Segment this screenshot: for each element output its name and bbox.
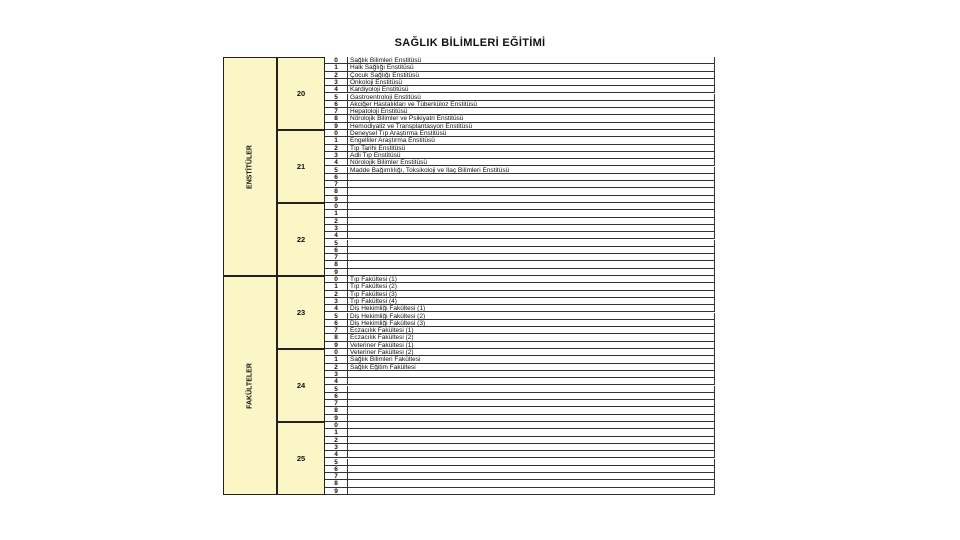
row-description (347, 218, 715, 225)
row-description: Veteriner Fakültesi (1) (347, 342, 715, 349)
row-description (347, 386, 715, 393)
row-description: Sağlık Bilimleri Fakültesi (347, 356, 715, 363)
row-description: Madde Bağımlılığı, Toksikoloji ve İlaç Bilimleri Enstitüsü (347, 167, 715, 174)
row-digit: 1 (325, 137, 347, 144)
row-description (347, 225, 715, 232)
row-digit: 6 (325, 101, 347, 108)
row-description (347, 480, 715, 487)
row-digit: 2 (325, 364, 347, 371)
row-description: Tıp Fakültesi (4) (347, 298, 715, 305)
row-digit: 8 (325, 188, 347, 195)
row-digit: 3 (325, 152, 347, 159)
row-digit: 1 (325, 210, 347, 217)
row-digit: 4 (325, 159, 347, 166)
row-digit: 1 (325, 356, 347, 363)
group-code-cell: 23 (277, 276, 325, 349)
row-description (347, 371, 715, 378)
row-description: Hemodiyaliz ve Transplantasyon Enstitüsü (347, 123, 715, 130)
row-digit: 4 (325, 378, 347, 385)
row-description: Diş Hekimliği Fakültesi (3) (347, 320, 715, 327)
row-description: Diş Hekimliği Fakültesi (2) (347, 313, 715, 320)
row-digit: 7 (325, 181, 347, 188)
row-digit: 3 (325, 225, 347, 232)
row-digit: 5 (325, 386, 347, 393)
row-digit: 7 (325, 473, 347, 480)
category-label: ENSTİTÜLER (246, 144, 254, 189)
row-description (347, 210, 715, 217)
row-digit: 8 (325, 261, 347, 268)
row-description: Adli Tıp Enstitüsü (347, 152, 715, 159)
row-description (347, 254, 715, 261)
row-digit: 1 (325, 429, 347, 436)
row-description (347, 378, 715, 385)
row-digit: 2 (325, 437, 347, 444)
group-code-cell: 20 (277, 57, 325, 130)
row-digit: 9 (325, 415, 347, 422)
row-description (347, 247, 715, 254)
row-description: Kardiyoloji Enstitüsü (347, 86, 715, 93)
row-digit: 6 (325, 174, 347, 181)
group-code-cell: 25 (277, 422, 325, 495)
row-digit: 6 (325, 393, 347, 400)
category-label: FAKÜLTELER (246, 362, 254, 409)
row-description (347, 444, 715, 451)
row-digit: 9 (325, 269, 347, 276)
row-description (347, 422, 715, 429)
group-code-cell: 21 (277, 130, 325, 203)
row-description: Engelliler Araştırma Enstitüsü (347, 137, 715, 144)
row-description (347, 451, 715, 458)
row-description (347, 196, 715, 203)
row-digit: 0 (325, 203, 347, 210)
row-description: Deneysel Tıp Araştırma Enstitüsü (347, 130, 715, 137)
row-description (347, 181, 715, 188)
row-digit: 6 (325, 247, 347, 254)
row-digit: 9 (325, 342, 347, 349)
row-description (347, 415, 715, 422)
row-digit: 8 (325, 480, 347, 487)
row-description: Nörolojik Bilimler Enstitüsü (347, 159, 715, 166)
row-digit: 7 (325, 254, 347, 261)
row-description: Eczacılık Fakültesi (2) (347, 334, 715, 341)
row-digit: 5 (325, 94, 347, 101)
row-digit: 3 (325, 371, 347, 378)
row-description (347, 188, 715, 195)
row-digit: 0 (325, 276, 347, 283)
row-description: Diş Hekimliği Fakültesi (1) (347, 305, 715, 312)
row-description: Hepatoloji Enstitüsü (347, 108, 715, 115)
row-digit: 0 (325, 349, 347, 356)
row-description (347, 393, 715, 400)
row-digit: 1 (325, 283, 347, 290)
page-title: SAĞLIK BİLİMLERİ EĞİTİMİ (394, 37, 546, 49)
row-digit: 5 (325, 459, 347, 466)
row-digit: 4 (325, 305, 347, 312)
row-description (347, 203, 715, 210)
row-description (347, 459, 715, 466)
group-code-cell: 24 (277, 349, 325, 422)
row-description: Eczacılık Fakültesi (1) (347, 327, 715, 334)
row-digit: 4 (325, 86, 347, 93)
row-digit: 6 (325, 466, 347, 473)
row-description: Tıp Fakültesi (2) (347, 283, 715, 290)
row-digit: 9 (325, 488, 347, 495)
category-cell (223, 57, 277, 276)
row-description: Çocuk Sağlığı Enstitüsü (347, 72, 715, 79)
row-description: Onkoloji Enstitüsü (347, 79, 715, 86)
row-digit: 5 (325, 313, 347, 320)
row-digit: 0 (325, 57, 347, 64)
row-digit: 9 (325, 123, 347, 130)
row-digit: 8 (325, 407, 347, 414)
row-description (347, 232, 715, 239)
row-description (347, 240, 715, 247)
row-digit: 6 (325, 320, 347, 327)
row-description: Tıp Fakültesi (1) (347, 276, 715, 283)
row-digit: 8 (325, 334, 347, 341)
row-digit: 8 (325, 115, 347, 122)
row-description (347, 429, 715, 436)
category-cell (223, 276, 277, 495)
row-digit: 9 (325, 196, 347, 203)
row-description: Nörolojik Bilimler ve Psikiyatri Enstitüsü (347, 115, 715, 122)
row-description: Tıp Fakültesi (3) (347, 291, 715, 298)
row-digit: 2 (325, 218, 347, 225)
row-digit: 3 (325, 298, 347, 305)
row-description (347, 174, 715, 181)
row-digit: 4 (325, 232, 347, 239)
row-digit: 1 (325, 64, 347, 71)
row-digit: 3 (325, 79, 347, 86)
row-description: Akciğer Hastalıkları ve Tüberküloz Enstitüsü (347, 101, 715, 108)
row-description (347, 269, 715, 276)
row-digit: 5 (325, 167, 347, 174)
row-digit: 0 (325, 130, 347, 137)
row-description: Sağlık Bilimleri Enstitüsü (347, 57, 715, 64)
row-digit: 5 (325, 240, 347, 247)
row-digit: 2 (325, 72, 347, 79)
row-description (347, 400, 715, 407)
row-description: Halk Sağlığı Enstitüsü (347, 64, 715, 71)
group-code-cell: 22 (277, 203, 325, 276)
row-digit: 7 (325, 400, 347, 407)
row-description: Gastroentroloji Enstitüsü (347, 94, 715, 101)
row-description (347, 473, 715, 480)
row-digit: 7 (325, 108, 347, 115)
row-digit: 7 (325, 327, 347, 334)
row-description: Sağlık Eğitim Fakültesi (347, 364, 715, 371)
row-description (347, 407, 715, 414)
classification-table (223, 57, 715, 495)
row-digit: 0 (325, 422, 347, 429)
row-description (347, 466, 715, 473)
row-description (347, 488, 715, 495)
row-description: Tıp Tarihi Enstitüsü (347, 145, 715, 152)
row-description: Veteriner Fakültesi (2) (347, 349, 715, 356)
row-digit: 2 (325, 145, 347, 152)
row-digit: 2 (325, 291, 347, 298)
row-digit: 3 (325, 444, 347, 451)
row-description (347, 437, 715, 444)
row-description (347, 261, 715, 268)
row-digit: 4 (325, 451, 347, 458)
